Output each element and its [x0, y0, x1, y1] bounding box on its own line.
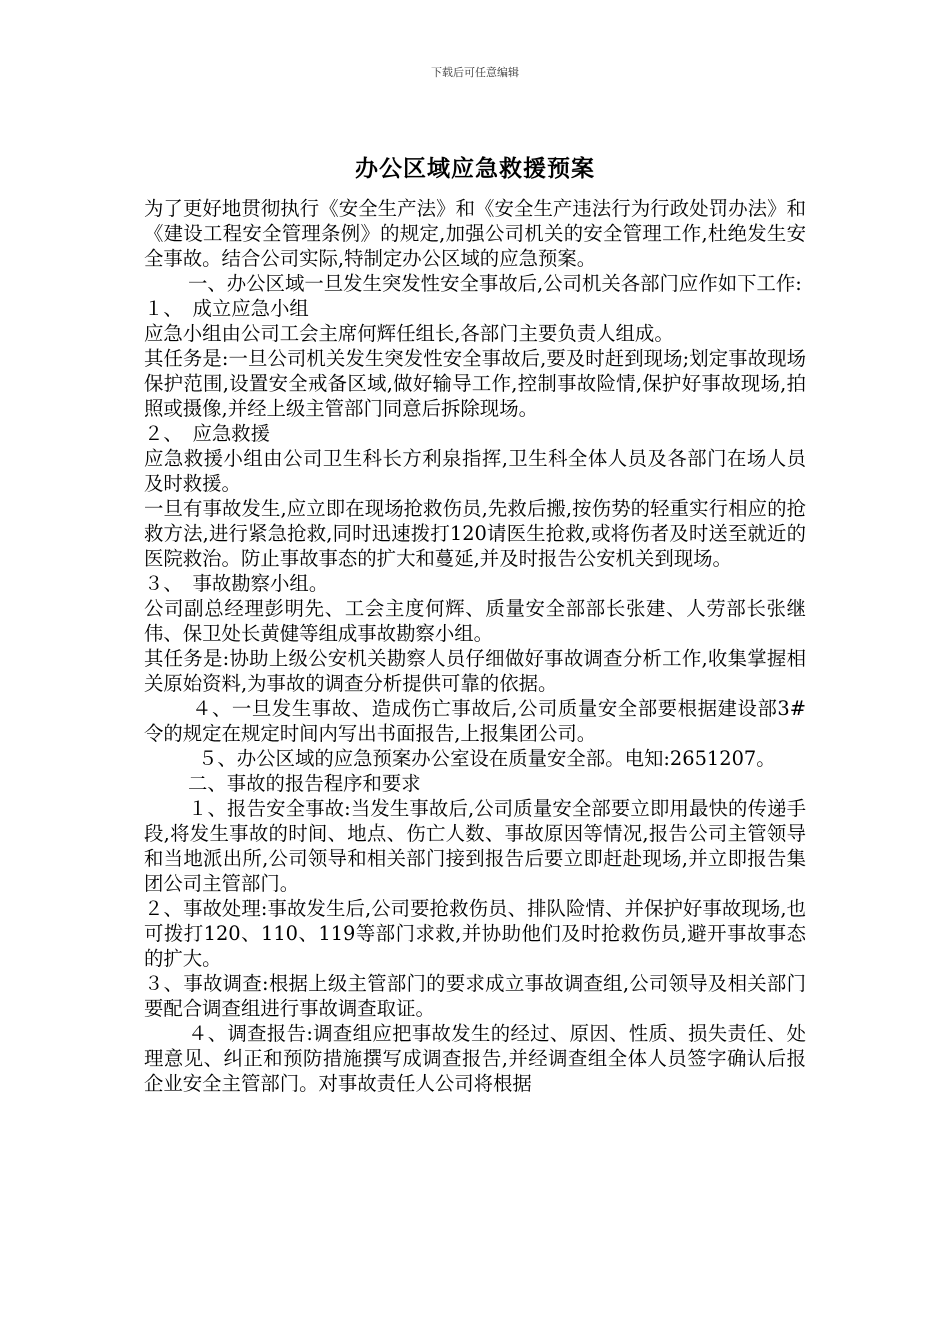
header-note: 下载后可任意编辑 — [431, 66, 519, 79]
paragraph: 其任务是:一旦公司机关发生突发性安全事故后,要及时赶到现场;划定事故现场保护范围,设置安全戒备区域,做好输导工作,控制事故险情,保护好事故现场,拍照或摄像,并经上级主管部门同意后拆除现场。 — [144, 347, 806, 420]
section-heading-2: 二、事故的报告程序和要求 — [188, 772, 421, 795]
paragraph-item-4: ４、一旦发生事故、造成伤亡事故后,公司质量安全部要根据建设部3#令的规定在规定时间内写出书面报告,上报集团公司。 — [144, 697, 806, 745]
item-heading-1: １、 成立应急小组 — [144, 297, 309, 320]
document-body — [144, 196, 806, 1096]
item-heading-2: ２、 应急救援 — [144, 422, 271, 445]
paragraph-handling: ２、事故处理:事故发生后,公司要抢救伤员、排队险情、并保护好事故现场,也可拨打120、110、119等部门求救,并协助他们及时抢救伤员,避开事故事态的扩大。 — [144, 897, 806, 970]
paragraph: 应急小组由公司工会主席何辉任组长,各部门主要负责人组成。 — [144, 322, 674, 345]
paragraph-investigation-report: ４、调查报告:调查组应把事故发生的经过、原因、性质、损失责任、处理意见、纠正和预防措施撰写成调查报告,并经调查组全体人员签字确认后报企业安全主管部门。对事故责任人公司将根据 — [144, 1022, 806, 1095]
paragraph-investigation: ３、事故调查:根据上级主管部门的要求成立事故调查组,公司领导及相关部门要配合调查组进行事故调查取证。 — [144, 972, 806, 1020]
paragraph-item-5: ５、办公区域的应急预案办公室设在质量安全部。电知:2651207。 — [198, 747, 776, 770]
paragraph: 一旦有事故发生,应立即在现场抢救伤员,先救后搬,按伤势的轻重实行相应的抢救方法,进行紧急抢救,同时迅速拨打120请医生抢救,或将伤者及时送至就近的医院救治。防止事故事态的扩大和蔓延,并及时报告公安机关到现场。 — [144, 497, 806, 570]
item-heading-3: ３、 事故勘察小组。 — [144, 572, 329, 595]
document-title: 办公区域应急救援预案 — [355, 155, 595, 182]
paragraph: 其任务是:协助上级公安机关勘察人员仔细做好事故调查分析工作,收集掌握相关原始资料,为事故的调查分析提供可靠的依据。 — [144, 647, 806, 695]
paragraph-report: １、报告安全事故:当发生事故后,公司质量安全部要立即用最快的传递手段,将发生事故的时间、地点、伤亡人数、事故原因等情况,报告公司主管领导和当地派出所,公司领导和相关部门接到报告后要立即赶赴现场,并立即报告集团公司主管部门。 — [144, 797, 806, 895]
section-heading-1: 一、办公区域一旦发生突发性安全事故后,公司机关各部门应作如下工作: — [188, 272, 802, 295]
paragraph: 应急救援小组由公司卫生科长方利泉指挥,卫生科全体人员及各部门在场人员及时救援。 — [144, 447, 806, 495]
paragraph-intro: 为了更好地贯彻执行《安全生产法》和《安全生产违法行为行政处罚办法》和《建设工程安全管理条例》的规定,加强公司机关的安全管理工作,杜绝发生安全事故。结合公司实际,特制定办公区域的应急预案。 — [144, 197, 806, 270]
paragraph: 公司副总经理彭明先、工会主度何辉、质量安全部部长张建、人劳部长张继伟、保卫处长黄健等组成事故勘察小组。 — [144, 597, 806, 645]
